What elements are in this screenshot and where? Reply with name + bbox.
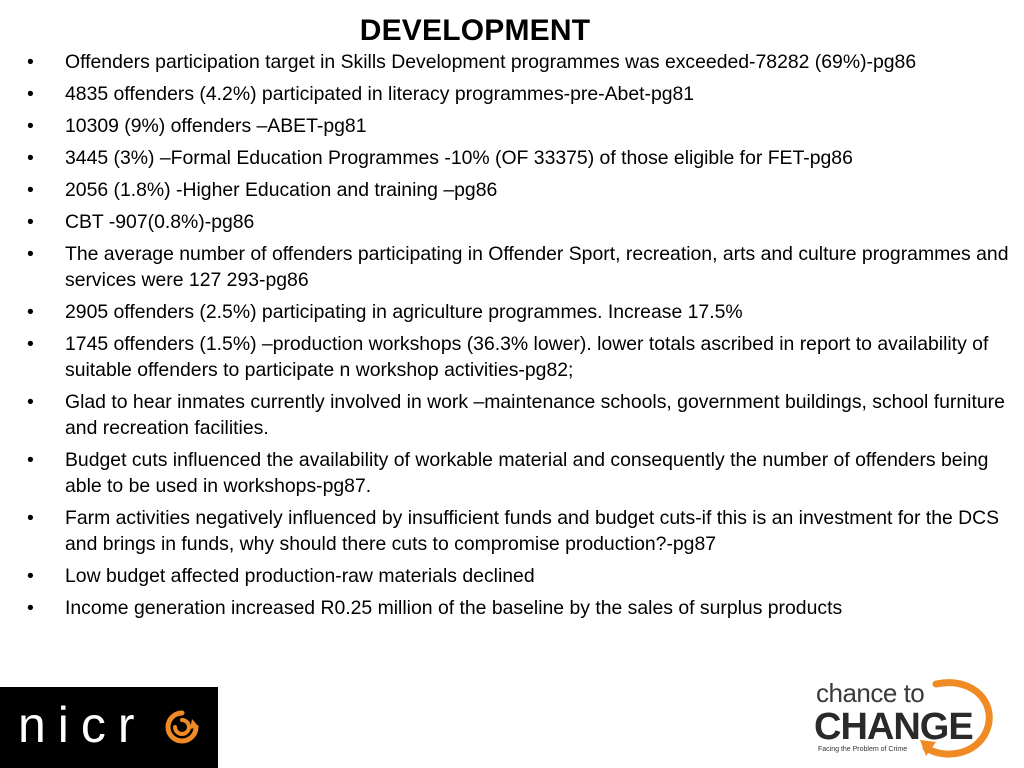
bullet-dot: • [27,565,34,587]
list-item [0,209,1014,235]
bullet-dot: • [27,51,34,73]
bullet-text: 10309 (9%) offenders –ABET-pg81 [65,115,367,137]
logo-tagline: Facing the Problem of Crime [818,746,908,753]
list-item [0,241,1014,293]
bullet-text: 4835 offenders (4.2%) participated in literacy programmes-pre-Abet-pg81 [65,83,695,105]
nicro-logo-text: nicr [18,697,147,753]
bullet-dot: • [27,449,34,471]
logo-line2: CHANGE [814,706,973,748]
bullet-dot: • [27,211,34,233]
list-item [0,389,1014,441]
list-item [0,177,1014,203]
chance-to-change-logo [806,676,1002,766]
list-item [0,563,1014,589]
bullet-text: Income generation increased R0.25 million of the baseline by the sales of surplus products [65,597,843,619]
bullet-dot: • [27,147,34,169]
bullet-dot: • [27,179,34,201]
list-item [0,447,1014,499]
bullet-dot: • [27,83,34,105]
bullet-dot: • [27,115,34,137]
nicro-swirl-icon [164,709,200,745]
nicro-logo [0,687,218,768]
list-item [0,331,1014,383]
bullet-dot: • [27,597,34,619]
bullet-text: 2056 (1.8%) -Higher Education and training –pg86 [65,179,498,201]
bullet-text: Farm activities negatively influenced by insufficient funds and budget cuts-if this is an investment for the DCS and brings in funds, why should there cuts to compromise production?-pg87 [65,507,1000,555]
bullet-text: 3445 (3%) –Formal Education Programmes -10% (OF 33375) of those eligible for FET-pg86 [65,147,853,169]
bullet-dot: • [27,333,34,355]
bullet-dot: • [27,301,34,323]
bullet-dot: • [27,507,34,529]
list-item [0,595,1014,621]
slide-title: DEVELOPMENT [359,14,591,47]
bullet-text: Budget cuts influenced the availability of workable material and consequently the number of offenders being able to be used in workshops-pg87. [65,449,989,497]
list-item [0,505,1014,557]
bullet-text: Offenders participation target in Skills Development programmes was exceeded-78282 (69%)-pg86 [65,51,917,73]
list-item [0,49,1014,75]
list-item [0,145,1014,171]
bullet-text: The average number of offenders participating in Offender Sport, recreation, arts and culture programmes and services were 127 293-pg86 [65,243,1009,291]
list-item [0,113,1014,139]
bullet-text: 2905 offenders (2.5%) participating in agriculture programmes. Increase 17.5% [65,301,743,323]
bullet-dot: • [27,243,34,265]
logo-line1: chance to [816,678,925,708]
bullet-text: 1745 offenders (1.5%) –production workshops (36.3% lower). lower totals ascribed in report to availability of suitable offenders to participate n workshop activities-pg82; [65,333,989,381]
bullet-dot: • [27,391,34,413]
bullet-text: Glad to hear inmates currently involved in work –maintenance schools, government buildings, school furniture and recreation facilities. [65,391,1005,439]
bullet-text: Low budget affected production-raw materials declined [65,565,535,587]
bullet-list [0,49,1014,627]
list-item [0,81,1014,107]
list-item [0,299,1014,325]
bullet-text: CBT -907(0.8%)-pg86 [65,211,255,233]
